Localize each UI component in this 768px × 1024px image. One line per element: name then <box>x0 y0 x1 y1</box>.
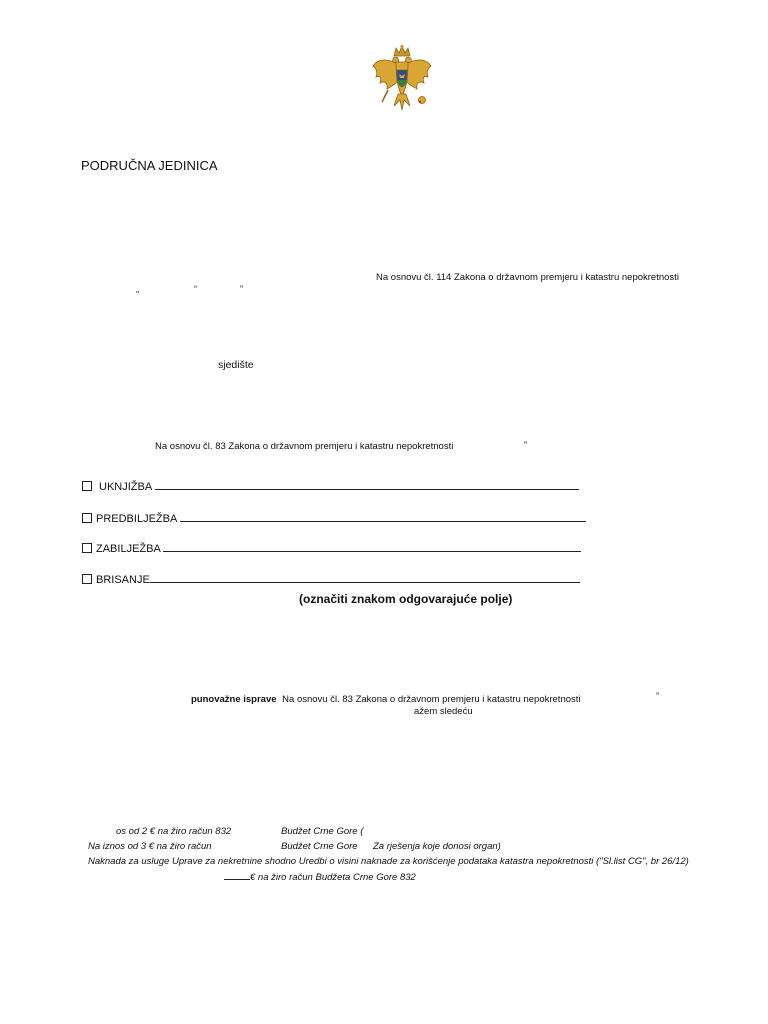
quote-mark: „ <box>136 284 139 294</box>
fill-line[interactable] <box>155 480 579 490</box>
coat-of-arms-emblem <box>370 44 434 116</box>
documents-line <box>191 694 581 705</box>
option-brisanje[interactable] <box>82 573 580 586</box>
quote-mark: “ <box>194 284 197 294</box>
option-uknjizba[interactable] <box>82 480 579 493</box>
fee-line-4-text: € na žiro račun Budžeta Crne Gore 832 <box>250 872 416 883</box>
options-hint: (označiti znakom odgovarajuće polje) <box>299 592 513 606</box>
option-label: ZABILJEŽBA <box>96 543 161 555</box>
quote-mark: ” <box>656 691 659 701</box>
fill-line[interactable] <box>150 573 580 583</box>
fill-line[interactable] <box>163 542 581 552</box>
amount-blank[interactable] <box>224 871 250 880</box>
fee-line-2b: Budžet Crne Gore <box>281 841 358 852</box>
option-label: UKNJIŽBA <box>99 481 152 493</box>
option-label: BRISANJE <box>96 574 150 586</box>
legal-basis-article-83: Na osnovu čl. 83 Zakona o državnom premjeru i katastru nepokretnosti <box>155 441 454 452</box>
checkbox-brisanje[interactable] <box>82 574 92 584</box>
option-predbiljezba[interactable] <box>82 512 586 525</box>
fee-line-2c: Za rješenja koje donosi organ) <box>373 841 501 852</box>
option-label: PREDBILJEŽBA <box>96 513 177 525</box>
fill-line[interactable] <box>180 512 586 522</box>
unit-heading: PODRUČNA JEDINICA <box>81 158 218 173</box>
checkbox-predbiljezba[interactable] <box>82 513 92 523</box>
legal-basis-article-114: Na osnovu čl. 114 Zakona o državnom premjeru i katastru nepokretnosti <box>376 272 679 283</box>
documents-bold-label: punovažne isprave <box>191 694 277 705</box>
seat-label: sjedište <box>218 359 254 371</box>
fee-line-2a: Na iznos od 3 € na žiro račun <box>88 841 212 852</box>
fee-line-1a: os od 2 € na žiro račun 832 <box>116 826 232 837</box>
documents-legal-basis: Na osnovu čl. 83 Zakona o državnom premjeru i katastru nepokretnosti <box>282 694 581 705</box>
checkbox-zabiljezba[interactable] <box>82 543 92 553</box>
quote-mark: ” <box>524 440 527 450</box>
checkbox-uknjizba[interactable] <box>82 481 92 491</box>
fee-line-4 <box>224 871 416 883</box>
quote-mark: ” <box>240 284 243 294</box>
option-zabiljezba[interactable] <box>82 542 581 555</box>
documents-request: ažem sledeću <box>414 706 473 717</box>
fee-line-1b: Budžet Crne Gore ( <box>281 826 364 837</box>
fee-line-3: Naknada za usluge Uprave za nekretnine shodno Uredbi o visini naknade za korišćenje podataka katastra nepokretnosti ("Sl.list CG", br 26/12) <box>88 856 689 867</box>
